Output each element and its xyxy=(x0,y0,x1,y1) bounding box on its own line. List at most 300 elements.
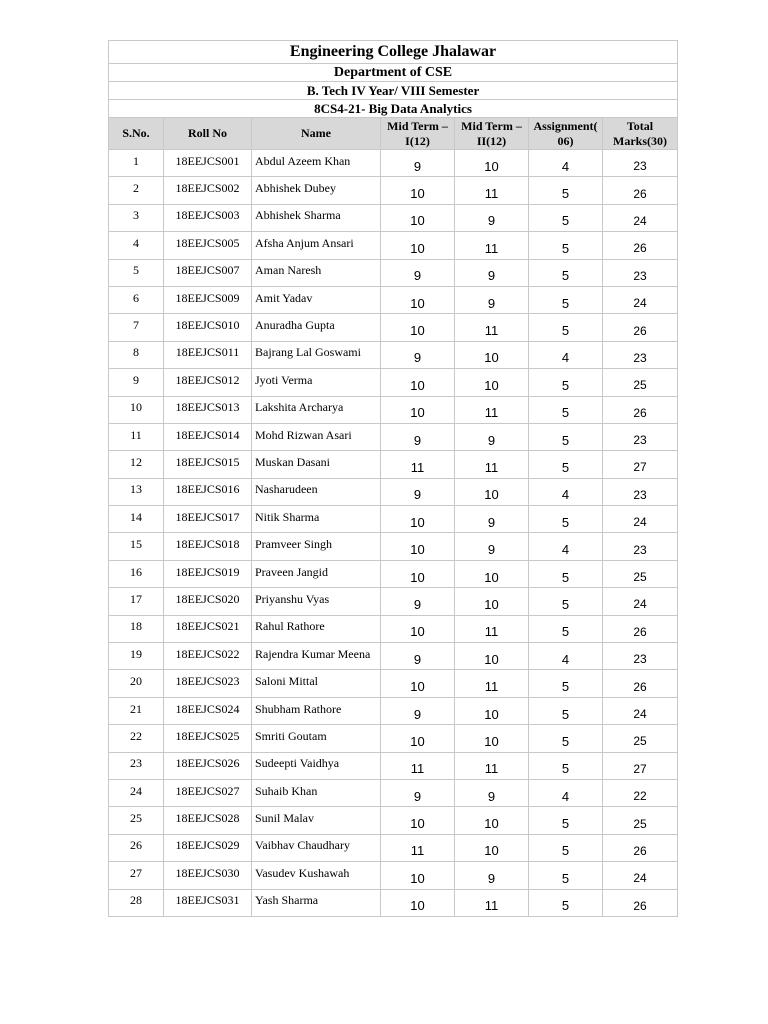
cell-total-marks xyxy=(603,423,678,450)
cell-assignment-text: 5 xyxy=(561,706,570,722)
cell-total-marks xyxy=(603,643,678,670)
cell-name xyxy=(252,862,381,889)
cell-sno xyxy=(109,533,164,560)
cell-mid-term-2 xyxy=(455,177,529,204)
cell-roll-no-text: 18EEJCS007 xyxy=(175,263,240,278)
cell-sno xyxy=(109,369,164,396)
course-row xyxy=(109,100,678,118)
cell-mid-term-2 xyxy=(455,588,529,615)
cell-mid-term-1 xyxy=(381,369,455,396)
cell-roll-no-text: 18EEJCS011 xyxy=(175,345,240,360)
cell-mid-term-1-text: 10 xyxy=(410,405,425,421)
cell-assignment xyxy=(529,451,603,478)
cell-mid-term-1-text: 9 xyxy=(413,350,422,366)
cell-roll-no xyxy=(164,807,252,834)
table-row xyxy=(109,725,678,752)
table-row xyxy=(109,506,678,533)
cell-name xyxy=(252,834,381,861)
cell-total-marks xyxy=(603,752,678,779)
cell-mid-term-2 xyxy=(455,506,529,533)
cell-mid-term-2 xyxy=(455,423,529,450)
cell-mid-term-2 xyxy=(455,862,529,889)
cell-mid-term-2 xyxy=(455,314,529,341)
cell-roll-no xyxy=(164,204,252,231)
cell-roll-no xyxy=(164,451,252,478)
cell-roll-no-text: 18EEJCS027 xyxy=(175,783,240,798)
cell-name-text: Suhaib Khan xyxy=(255,783,318,798)
cell-mid-term-2-text: 10 xyxy=(484,569,499,585)
cell-assignment-text: 5 xyxy=(561,323,570,339)
cell-assignment-text: 5 xyxy=(561,624,570,640)
cell-sno-text: 12 xyxy=(130,454,142,469)
cell-roll-no xyxy=(164,725,252,752)
cell-name-text: Abhishek Dubey xyxy=(255,181,336,196)
cell-total-marks-text: 24 xyxy=(633,515,647,530)
cell-total-marks-text: 26 xyxy=(633,323,647,338)
cell-roll-no xyxy=(164,177,252,204)
cell-sno xyxy=(109,725,164,752)
cell-roll-no-text: 18EEJCS013 xyxy=(175,400,240,415)
cell-mid-term-2-text: 9 xyxy=(487,432,496,448)
table-row xyxy=(109,588,678,615)
cell-roll-no xyxy=(164,423,252,450)
cell-total-marks xyxy=(603,506,678,533)
cell-name xyxy=(252,314,381,341)
cell-total-marks xyxy=(603,314,678,341)
cell-assignment-text: 5 xyxy=(561,213,570,229)
cell-mid-term-1 xyxy=(381,533,455,560)
cell-name-text: Amit Yadav xyxy=(255,290,313,305)
cell-mid-term-2-text: 10 xyxy=(484,733,499,749)
cell-sno xyxy=(109,423,164,450)
cell-mid-term-1-text: 9 xyxy=(413,651,422,667)
cell-total-marks-text: 23 xyxy=(633,350,647,365)
cell-total-marks xyxy=(603,615,678,642)
table-row xyxy=(109,369,678,396)
cell-mid-term-2-text: 11 xyxy=(484,186,499,202)
cell-sno-text: 22 xyxy=(130,728,142,743)
cell-total-marks xyxy=(603,862,678,889)
cell-name-text: Abhishek Sharma xyxy=(255,208,341,223)
cell-name xyxy=(252,369,381,396)
cell-name-text: Smriti Goutam xyxy=(255,728,327,743)
cell-roll-no-text: 18EEJCS003 xyxy=(175,208,240,223)
cell-mid-term-2-text: 10 xyxy=(484,596,499,612)
cell-total-marks-text: 26 xyxy=(633,405,647,420)
cell-mid-term-2 xyxy=(455,259,529,286)
cell-roll-no-text: 18EEJCS028 xyxy=(175,811,240,826)
cell-sno-text: 16 xyxy=(130,564,142,579)
cell-name xyxy=(252,697,381,724)
cell-assignment xyxy=(529,588,603,615)
cell-assignment xyxy=(529,643,603,670)
table-row xyxy=(109,670,678,697)
cell-total-marks-text: 26 xyxy=(633,241,647,256)
cell-roll-no xyxy=(164,834,252,861)
cell-mid-term-1-text: 10 xyxy=(410,377,425,393)
cell-assignment-text: 5 xyxy=(561,295,570,311)
cell-total-marks xyxy=(603,259,678,286)
cell-mid-term-1-text: 9 xyxy=(413,158,422,174)
cell-roll-no xyxy=(164,369,252,396)
cell-sno xyxy=(109,478,164,505)
cell-total-marks-text: 23 xyxy=(633,268,647,283)
cell-assignment-text: 5 xyxy=(561,186,570,202)
table-row xyxy=(109,177,678,204)
cell-mid-term-2-text: 11 xyxy=(484,624,499,640)
department-row xyxy=(109,64,678,82)
cell-assignment xyxy=(529,807,603,834)
cell-mid-term-2 xyxy=(455,204,529,231)
cell-total-marks xyxy=(603,204,678,231)
cell-assignment-text: 5 xyxy=(561,816,570,832)
cell-mid-term-1-text: 9 xyxy=(413,268,422,284)
cell-sno-text: 14 xyxy=(130,509,142,524)
cell-sno xyxy=(109,396,164,423)
cell-name xyxy=(252,423,381,450)
course-title: 8CS4-21- Big Data Analytics xyxy=(109,100,678,118)
cell-assignment xyxy=(529,396,603,423)
cell-name xyxy=(252,150,381,177)
cell-mid-term-2 xyxy=(455,451,529,478)
cell-total-marks xyxy=(603,588,678,615)
cell-name xyxy=(252,478,381,505)
cell-mid-term-1-text: 10 xyxy=(410,514,425,530)
cell-assignment-text: 4 xyxy=(561,158,570,174)
cell-sno xyxy=(109,588,164,615)
cell-name-text: Praveen Jangid xyxy=(255,564,328,579)
cell-mid-term-1-text: 11 xyxy=(410,459,425,475)
cell-name-text: Sunil Malav xyxy=(255,811,314,826)
cell-mid-term-1-text: 10 xyxy=(410,624,425,640)
col-header-mid-term-2: Mid Term – II(12) xyxy=(455,118,529,150)
cell-name-text: Pramveer Singh xyxy=(255,537,332,552)
cell-roll-no-text: 18EEJCS019 xyxy=(175,564,240,579)
table-row xyxy=(109,643,678,670)
cell-roll-no-text: 18EEJCS005 xyxy=(175,235,240,250)
cell-sno xyxy=(109,232,164,259)
cell-mid-term-2-text: 10 xyxy=(484,350,499,366)
cell-roll-no xyxy=(164,862,252,889)
cell-mid-term-2-text: 10 xyxy=(484,843,499,859)
cell-total-marks xyxy=(603,725,678,752)
cell-roll-no xyxy=(164,560,252,587)
cell-assignment xyxy=(529,177,603,204)
department-title: Department of CSE xyxy=(109,64,678,82)
cell-assignment xyxy=(529,697,603,724)
table-row xyxy=(109,341,678,368)
table-row xyxy=(109,862,678,889)
cell-mid-term-2-text: 11 xyxy=(484,459,499,475)
cell-roll-no xyxy=(164,779,252,806)
cell-total-marks-text: 24 xyxy=(633,597,647,612)
cell-name xyxy=(252,615,381,642)
cell-name-text: Anuradha Gupta xyxy=(255,318,335,333)
cell-total-marks xyxy=(603,834,678,861)
cell-assignment-text: 5 xyxy=(561,569,570,585)
cell-mid-term-2-text: 10 xyxy=(484,487,499,503)
cell-total-marks xyxy=(603,150,678,177)
cell-mid-term-1-text: 10 xyxy=(410,240,425,256)
cell-assignment-text: 5 xyxy=(561,459,570,475)
cell-mid-term-1 xyxy=(381,259,455,286)
cell-total-marks xyxy=(603,286,678,313)
cell-assignment xyxy=(529,725,603,752)
cell-sno-text: 15 xyxy=(130,537,142,552)
cell-mid-term-2-text: 9 xyxy=(487,870,496,886)
cell-assignment xyxy=(529,615,603,642)
cell-total-marks xyxy=(603,396,678,423)
table-row xyxy=(109,423,678,450)
cell-name-text: Shubham Rathore xyxy=(255,701,342,716)
cell-roll-no xyxy=(164,232,252,259)
column-header-row xyxy=(109,118,678,150)
table-row xyxy=(109,615,678,642)
cell-sno xyxy=(109,697,164,724)
cell-name-text: Rahul Rathore xyxy=(255,619,325,634)
cell-roll-no-text: 18EEJCS018 xyxy=(175,537,240,552)
cell-roll-no xyxy=(164,314,252,341)
cell-mid-term-1 xyxy=(381,204,455,231)
program-title: B. Tech IV Year/ VIII Semester xyxy=(109,82,678,100)
cell-mid-term-2 xyxy=(455,779,529,806)
cell-sno-text: 19 xyxy=(130,646,142,661)
col-header-mid-term-1: Mid Term – I(12) xyxy=(381,118,455,150)
cell-name-text: Abdul Azeem Khan xyxy=(255,153,351,168)
cell-assignment-text: 4 xyxy=(561,350,570,366)
cell-name-text: Aman Naresh xyxy=(255,263,322,278)
cell-sno-text: 20 xyxy=(130,674,142,689)
cell-mid-term-1 xyxy=(381,506,455,533)
cell-sno xyxy=(109,560,164,587)
cell-mid-term-1 xyxy=(381,560,455,587)
cell-roll-no xyxy=(164,643,252,670)
cell-mid-term-1-text: 10 xyxy=(410,898,425,914)
cell-roll-no xyxy=(164,615,252,642)
marks-table xyxy=(108,40,678,917)
cell-mid-term-2-text: 9 xyxy=(487,213,496,229)
table-row xyxy=(109,259,678,286)
cell-mid-term-1-text: 10 xyxy=(410,569,425,585)
cell-mid-term-2-text: 10 xyxy=(484,377,499,393)
cell-roll-no xyxy=(164,259,252,286)
cell-assignment xyxy=(529,232,603,259)
cell-name-text: Vaibhav Chaudhary xyxy=(255,838,350,853)
cell-sno xyxy=(109,615,164,642)
cell-mid-term-1 xyxy=(381,779,455,806)
cell-mid-term-1-text: 10 xyxy=(410,816,425,832)
cell-sno-text: 18 xyxy=(130,619,142,634)
table-row xyxy=(109,150,678,177)
col-header-total-marks: Total Marks(30) xyxy=(603,118,678,150)
cell-total-marks-text: 26 xyxy=(633,843,647,858)
cell-name xyxy=(252,204,381,231)
cell-sno-text: 8 xyxy=(133,345,139,360)
cell-mid-term-2-text: 9 xyxy=(487,295,496,311)
cell-mid-term-1 xyxy=(381,697,455,724)
cell-assignment-text: 5 xyxy=(561,268,570,284)
cell-mid-term-1-text: 10 xyxy=(410,323,425,339)
cell-mid-term-2 xyxy=(455,286,529,313)
cell-roll-no-text: 18EEJCS024 xyxy=(175,701,240,716)
cell-mid-term-2 xyxy=(455,560,529,587)
cell-assignment xyxy=(529,533,603,560)
cell-name xyxy=(252,807,381,834)
cell-roll-no-text: 18EEJCS021 xyxy=(175,619,240,634)
table-row xyxy=(109,533,678,560)
cell-mid-term-1 xyxy=(381,478,455,505)
cell-name-text: Jyoti Verma xyxy=(255,372,313,387)
cell-sno xyxy=(109,314,164,341)
cell-mid-term-1 xyxy=(381,834,455,861)
cell-name xyxy=(252,396,381,423)
cell-name xyxy=(252,533,381,560)
cell-assignment xyxy=(529,506,603,533)
cell-mid-term-2-text: 10 xyxy=(484,158,499,174)
cell-total-marks-text: 23 xyxy=(633,542,647,557)
cell-mid-term-2 xyxy=(455,396,529,423)
cell-sno-text: 23 xyxy=(130,756,142,771)
cell-name xyxy=(252,588,381,615)
cell-total-marks xyxy=(603,369,678,396)
cell-sno-text: 1 xyxy=(133,153,139,168)
cell-total-marks-text: 24 xyxy=(633,871,647,886)
cell-name xyxy=(252,259,381,286)
table-row xyxy=(109,779,678,806)
cell-mid-term-1 xyxy=(381,396,455,423)
cell-assignment-text: 5 xyxy=(561,240,570,256)
cell-name-text: Lakshita Archarya xyxy=(255,400,344,415)
cell-sno xyxy=(109,259,164,286)
cell-mid-term-1 xyxy=(381,615,455,642)
cell-assignment xyxy=(529,834,603,861)
cell-roll-no xyxy=(164,752,252,779)
cell-mid-term-1-text: 9 xyxy=(413,788,422,804)
cell-name-text: Bajrang Lal Goswami xyxy=(255,345,361,360)
cell-mid-term-1 xyxy=(381,423,455,450)
cell-mid-term-1 xyxy=(381,588,455,615)
cell-mid-term-2-text: 11 xyxy=(484,679,499,695)
cell-mid-term-1-text: 10 xyxy=(410,213,425,229)
table-row xyxy=(109,752,678,779)
cell-assignment xyxy=(529,259,603,286)
col-header-assignment: Assignment( 06) xyxy=(529,118,603,150)
table-body xyxy=(109,150,678,917)
cell-assignment xyxy=(529,423,603,450)
cell-assignment-text: 4 xyxy=(561,487,570,503)
cell-sno xyxy=(109,779,164,806)
cell-mid-term-2 xyxy=(455,615,529,642)
cell-total-marks xyxy=(603,533,678,560)
cell-name xyxy=(252,889,381,916)
cell-sno xyxy=(109,643,164,670)
cell-mid-term-2-text: 11 xyxy=(484,405,499,421)
cell-mid-term-2 xyxy=(455,533,529,560)
cell-sno xyxy=(109,506,164,533)
cell-roll-no-text: 18EEJCS017 xyxy=(175,509,240,524)
program-row xyxy=(109,82,678,100)
cell-mid-term-1 xyxy=(381,752,455,779)
cell-mid-term-2-text: 10 xyxy=(484,706,499,722)
cell-roll-no-text: 18EEJCS020 xyxy=(175,591,240,606)
cell-total-marks xyxy=(603,779,678,806)
cell-assignment xyxy=(529,862,603,889)
cell-total-marks-text: 23 xyxy=(633,159,647,174)
cell-sno-text: 9 xyxy=(133,372,139,387)
cell-roll-no-text: 18EEJCS022 xyxy=(175,646,240,661)
cell-sno-text: 11 xyxy=(130,427,142,442)
cell-total-marks xyxy=(603,697,678,724)
cell-sno xyxy=(109,670,164,697)
cell-assignment-text: 5 xyxy=(561,679,570,695)
cell-roll-no-text: 18EEJCS001 xyxy=(175,153,240,168)
cell-sno-text: 21 xyxy=(130,701,142,716)
cell-assignment-text: 5 xyxy=(561,843,570,859)
cell-sno xyxy=(109,451,164,478)
cell-total-marks xyxy=(603,560,678,587)
cell-mid-term-1-text: 9 xyxy=(413,487,422,503)
cell-roll-no-text: 18EEJCS026 xyxy=(175,756,240,771)
cell-total-marks-text: 24 xyxy=(633,213,647,228)
cell-assignment-text: 5 xyxy=(561,761,570,777)
cell-name xyxy=(252,725,381,752)
cell-mid-term-1-text: 10 xyxy=(410,186,425,202)
cell-total-marks-text: 26 xyxy=(633,679,647,694)
college-title: Engineering College Jhalawar xyxy=(109,41,678,64)
cell-sno xyxy=(109,177,164,204)
cell-sno xyxy=(109,286,164,313)
cell-total-marks xyxy=(603,232,678,259)
cell-total-marks xyxy=(603,807,678,834)
cell-roll-no-text: 18EEJCS016 xyxy=(175,482,240,497)
cell-sno xyxy=(109,889,164,916)
table-row xyxy=(109,834,678,861)
table-row xyxy=(109,478,678,505)
cell-roll-no-text: 18EEJCS031 xyxy=(175,893,240,908)
cell-total-marks-text: 25 xyxy=(633,378,647,393)
cell-mid-term-1-text: 9 xyxy=(413,706,422,722)
cell-assignment xyxy=(529,478,603,505)
cell-total-marks-text: 27 xyxy=(633,761,647,776)
cell-sno xyxy=(109,341,164,368)
cell-mid-term-1-text: 9 xyxy=(413,596,422,612)
cell-mid-term-1 xyxy=(381,862,455,889)
col-header-name: Name xyxy=(252,118,381,150)
cell-mid-term-2 xyxy=(455,150,529,177)
cell-mid-term-1-text: 9 xyxy=(413,432,422,448)
cell-mid-term-2 xyxy=(455,643,529,670)
cell-mid-term-1-text: 10 xyxy=(410,542,425,558)
table-row xyxy=(109,232,678,259)
cell-roll-no-text: 18EEJCS023 xyxy=(175,674,240,689)
cell-assignment xyxy=(529,150,603,177)
cell-mid-term-1 xyxy=(381,451,455,478)
cell-mid-term-2 xyxy=(455,834,529,861)
cell-name-text: Sudeepti Vaidhya xyxy=(255,756,340,771)
cell-mid-term-1 xyxy=(381,807,455,834)
cell-total-marks xyxy=(603,478,678,505)
cell-mid-term-2-text: 11 xyxy=(484,323,499,339)
cell-roll-no-text: 18EEJCS025 xyxy=(175,728,240,743)
cell-assignment xyxy=(529,369,603,396)
cell-mid-term-1 xyxy=(381,314,455,341)
cell-sno-text: 24 xyxy=(130,783,142,798)
cell-assignment xyxy=(529,560,603,587)
cell-assignment xyxy=(529,314,603,341)
cell-mid-term-2 xyxy=(455,341,529,368)
cell-total-marks-text: 26 xyxy=(633,898,647,913)
table-row xyxy=(109,204,678,231)
